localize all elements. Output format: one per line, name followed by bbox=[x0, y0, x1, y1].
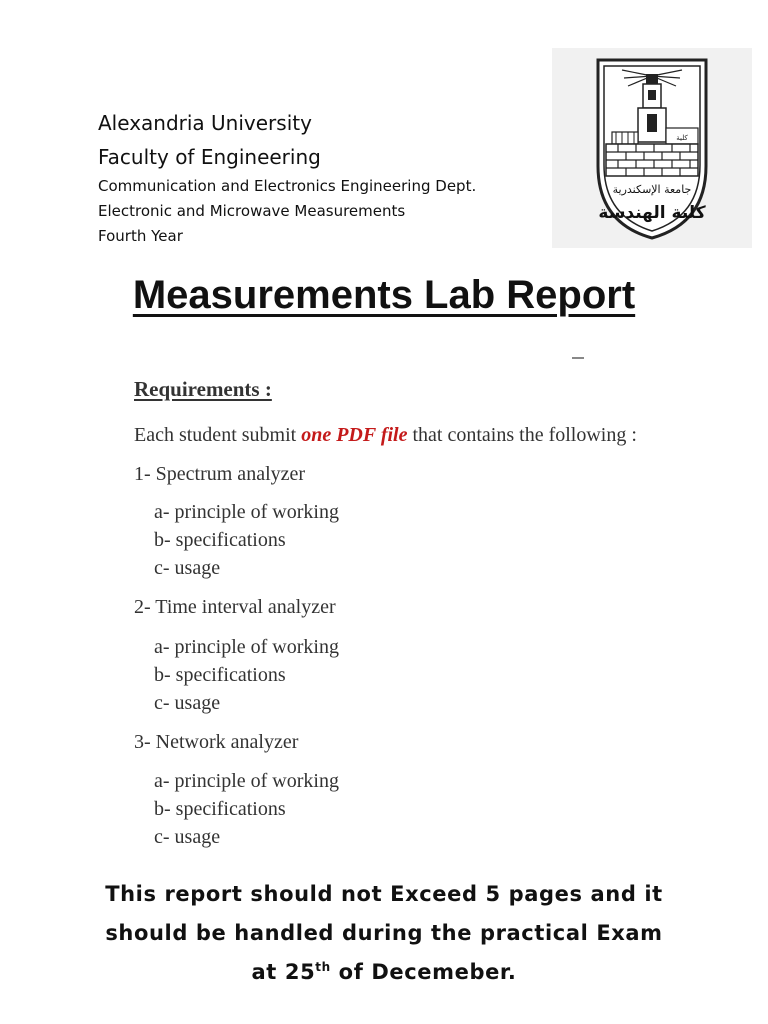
note-date-after: of Decemeber. bbox=[330, 960, 517, 984]
requirements-heading: Requirements : bbox=[134, 377, 272, 401]
page-title bbox=[0, 270, 768, 320]
seal-text-bottom: كلية الهندسة bbox=[598, 203, 706, 223]
academic-year: Fourth Year bbox=[98, 227, 183, 245]
stray-mark bbox=[572, 357, 584, 359]
intro-text-after: that contains the following : bbox=[407, 424, 637, 446]
section-title: 3- Network analyzer bbox=[134, 731, 299, 753]
course-name: Electronic and Microwave Measurements bbox=[98, 202, 406, 220]
note-date-suffix: th bbox=[315, 960, 331, 974]
faculty-logo bbox=[552, 48, 752, 248]
note-line: should be handled during the practical Exam bbox=[105, 921, 663, 945]
page-title-text: Measurements Lab Report bbox=[132, 273, 636, 317]
note-line: This report should not Exceed 5 pages and it bbox=[105, 882, 663, 906]
note-date-before: at 25 bbox=[251, 960, 316, 984]
list-item: a- principle of working bbox=[154, 501, 339, 523]
list-item: a- principle of working bbox=[154, 770, 339, 792]
university-name: Alexandria University bbox=[98, 111, 312, 135]
faculty-name: Faculty of Engineering bbox=[98, 145, 321, 169]
list-item: b- specifications bbox=[154, 798, 286, 820]
list-item: c- usage bbox=[154, 692, 221, 714]
list-item: a- principle of working bbox=[154, 636, 339, 658]
section-title: 1- Spectrum analyzer bbox=[134, 463, 306, 485]
note-line bbox=[0, 953, 768, 992]
svg-text:كلية: كلية bbox=[676, 134, 688, 142]
list-item: b- specifications bbox=[154, 529, 286, 551]
list-item: b- specifications bbox=[154, 664, 286, 686]
intro-text-before: Each student submit bbox=[134, 424, 302, 446]
seal-icon bbox=[552, 48, 752, 248]
list-item: c- usage bbox=[154, 557, 221, 579]
submission-note bbox=[0, 875, 768, 992]
department-name: Communication and Electronics Engineering Dept. bbox=[98, 177, 477, 195]
section-title: 2- Time interval analyzer bbox=[134, 596, 336, 618]
list-item: c- usage bbox=[154, 826, 221, 848]
document-header bbox=[98, 106, 538, 249]
seal-text-top: جامعة الإسكندرية bbox=[612, 183, 692, 196]
requirements-intro bbox=[134, 420, 637, 450]
intro-highlight: one PDF file bbox=[301, 424, 408, 446]
